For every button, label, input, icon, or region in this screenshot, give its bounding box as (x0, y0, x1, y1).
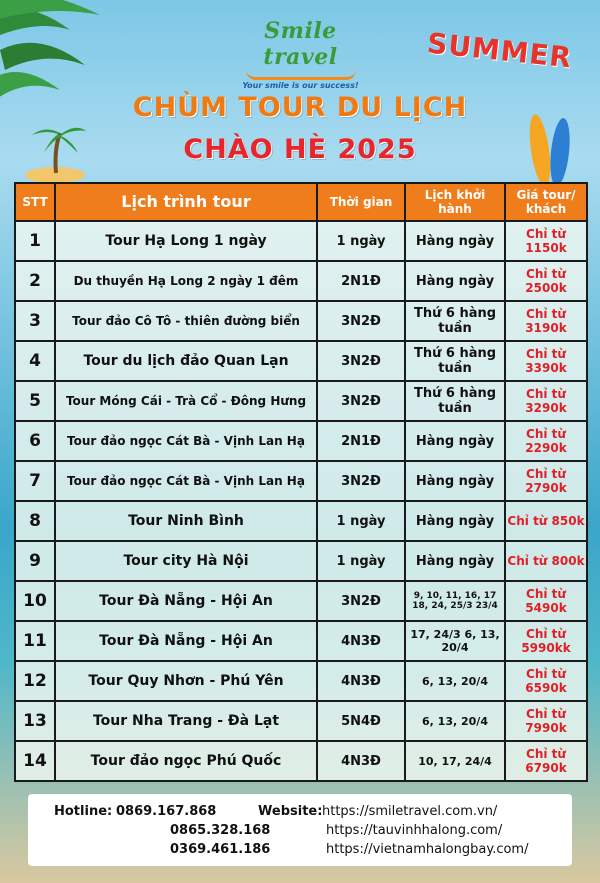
row-route: Tour Móng Cái - Trà Cổ - Đông Hưng (55, 381, 317, 421)
row-duration: 3N2Đ (317, 341, 405, 381)
row-price: Chỉ từ 1150k (505, 221, 587, 261)
row-duration: 4N3Đ (317, 621, 405, 661)
row-departure: Thứ 6 hàng tuần (405, 341, 505, 381)
header-duration: Thời gian (317, 183, 405, 221)
row-price: Chỉ từ 800k (505, 541, 587, 581)
website-link-1[interactable]: https://smiletravel.com.vn/ (322, 804, 498, 819)
row-price: Chỉ từ 6590k (505, 661, 587, 701)
row-route: Tour city Hà Nội (55, 541, 317, 581)
tour-table (14, 182, 588, 782)
table-row (15, 581, 587, 621)
row-price: Chỉ từ 850k (505, 501, 587, 541)
row-price: Chỉ từ 3190k (505, 301, 587, 341)
row-duration: 2N1Đ (317, 421, 405, 461)
table-row (15, 461, 587, 501)
row-duration: 3N2Đ (317, 461, 405, 501)
hotline-phone-1[interactable]: 0869.167.868 (116, 804, 217, 819)
row-duration: 4N3Đ (317, 741, 405, 781)
row-route: Tour Hạ Long 1 ngày (55, 221, 317, 261)
row-stt: 12 (15, 661, 55, 701)
row-price: Chỉ từ 5490k (505, 581, 587, 621)
row-departure: Thứ 6 hàng tuần (405, 301, 505, 341)
row-route: Du thuyền Hạ Long 2 ngày 1 đêm (55, 261, 317, 301)
table-row (15, 221, 587, 261)
logo-smile-icon (246, 70, 356, 80)
table-row (15, 381, 587, 421)
row-departure: 6, 13, 20/4 (405, 661, 505, 701)
website-label: Website: (258, 804, 323, 819)
row-stt: 2 (15, 261, 55, 301)
row-stt: 10 (15, 581, 55, 621)
table-row (15, 621, 587, 661)
row-route: Tour đảo Cô Tô - thiên đường biển (55, 301, 317, 341)
hotline-phone-2[interactable]: 0865.328.168 (170, 823, 271, 838)
table-row (15, 541, 587, 581)
header-price: Giá tour/ khách (505, 183, 587, 221)
row-departure: 10, 17, 24/4 (405, 741, 505, 781)
row-stt: 8 (15, 501, 55, 541)
row-stt: 13 (15, 701, 55, 741)
row-duration: 4N3Đ (317, 661, 405, 701)
row-route: Tour đảo ngọc Cát Bà - Vịnh Lan Hạ (55, 421, 317, 461)
row-price: Chỉ từ 2790k (505, 461, 587, 501)
table-row (15, 341, 587, 381)
summer-badge: SUMMER (425, 26, 574, 75)
row-departure: Hàng ngày (405, 501, 505, 541)
table-row (15, 701, 587, 741)
contact-footer (28, 794, 572, 866)
row-departure: 9, 10, 11, 16, 17 18, 24, 25/3 23/4 (405, 581, 505, 621)
row-duration: 3N2Đ (317, 301, 405, 341)
row-price: Chỉ từ 2500k (505, 261, 587, 301)
row-duration: 3N2Đ (317, 381, 405, 421)
header-stt: STT (15, 183, 55, 221)
row-departure: 17, 24/3 6, 13, 20/4 (405, 621, 505, 661)
row-route: Tour Nha Trang - Đà Lạt (55, 701, 317, 741)
row-stt: 11 (15, 621, 55, 661)
row-stt: 9 (15, 541, 55, 581)
header (0, 0, 600, 180)
row-duration: 3N2Đ (317, 581, 405, 621)
table-row (15, 501, 587, 541)
page-title-line2: CHÀO HÈ 2025 (183, 134, 417, 165)
row-price: Chỉ từ 2290k (505, 421, 587, 461)
row-route: Tour đảo ngọc Phú Quốc (55, 741, 317, 781)
row-departure: Hàng ngày (405, 461, 505, 501)
row-stt: 1 (15, 221, 55, 261)
row-price: Chỉ từ 5990kk (505, 621, 587, 661)
hotline-label: Hotline: (54, 804, 113, 819)
table-row (15, 661, 587, 701)
row-route: Tour Ninh Bình (55, 501, 317, 541)
table-header-row (15, 183, 587, 221)
brand-logo (228, 18, 373, 90)
row-price: Chỉ từ 6790k (505, 741, 587, 781)
website-link-2[interactable]: https://tauvinhhalong.com/ (326, 823, 503, 838)
header-route: Lịch trình tour (55, 183, 317, 221)
table-row (15, 421, 587, 461)
row-departure: Hàng ngày (405, 261, 505, 301)
hotline-phone-3[interactable]: 0369.461.186 (170, 842, 271, 857)
row-duration: 1 ngày (317, 501, 405, 541)
table-row (15, 261, 587, 301)
table-row (15, 741, 587, 781)
website-link-3[interactable]: https://vietnamhalongbay.com/ (326, 842, 529, 857)
row-price: Chỉ từ 7990k (505, 701, 587, 741)
row-stt: 7 (15, 461, 55, 501)
row-duration: 5N4Đ (317, 701, 405, 741)
row-departure: 6, 13, 20/4 (405, 701, 505, 741)
row-departure: Hàng ngày (405, 221, 505, 261)
header-departure: Lịch khởi hành (405, 183, 505, 221)
row-stt: 5 (15, 381, 55, 421)
row-departure: Thứ 6 hàng tuần (405, 381, 505, 421)
page-title-line1: CHÙM TOUR DU LỊCH (132, 92, 468, 123)
row-departure: Hàng ngày (405, 421, 505, 461)
table-row (15, 301, 587, 341)
row-price: Chỉ từ 3390k (505, 341, 587, 381)
row-route: Tour đảo ngọc Cát Bà - Vịnh Lan Hạ (55, 461, 317, 501)
row-stt: 14 (15, 741, 55, 781)
row-route: Tour Đà Nẵng - Hội An (55, 621, 317, 661)
row-price: Chỉ từ 3290k (505, 381, 587, 421)
row-departure: Hàng ngày (405, 541, 505, 581)
row-duration: 2N1Đ (317, 261, 405, 301)
row-route: Tour Đà Nẵng - Hội An (55, 581, 317, 621)
row-duration: 1 ngày (317, 541, 405, 581)
brand-name: Smile travel (263, 18, 338, 70)
row-stt: 4 (15, 341, 55, 381)
row-duration: 1 ngày (317, 221, 405, 261)
row-stt: 3 (15, 301, 55, 341)
row-stt: 6 (15, 421, 55, 461)
row-route: Tour Quy Nhơn - Phú Yên (55, 661, 317, 701)
brand-tagline: Your smile is our success! (242, 81, 359, 90)
row-route: Tour du lịch đảo Quan Lạn (55, 341, 317, 381)
